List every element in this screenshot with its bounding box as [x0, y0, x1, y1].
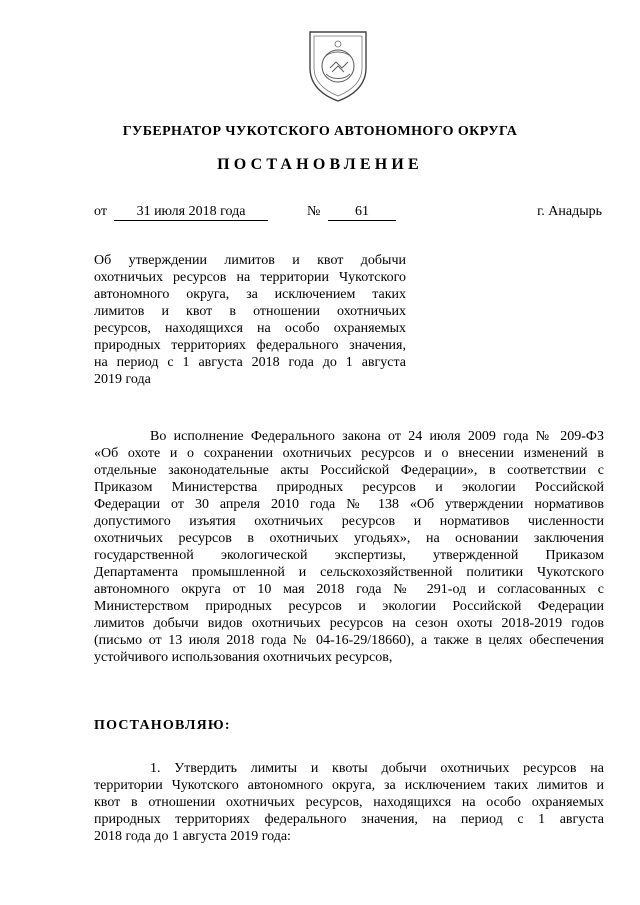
preamble-line: государственной экологической экспертизы, утвержденной Приказом: [94, 548, 604, 563]
preamble-line: Федерации от 30 апреля 2010 года № 138 «Об утверждении нормативов: [94, 497, 604, 512]
preamble-line: «Об охоте и о сохранении охотничьих ресурсов и о внесении изменений в: [94, 446, 604, 461]
document-type-title: ПОСТАНОВЛЕНИЕ: [217, 156, 423, 173]
authority-title: ГУБЕРНАТОР ЧУКОТСКОГО АВТОНОМНОГО ОКРУГА: [122, 124, 518, 139]
preamble-line: Министерством природных ресурсов и экологии Российской Федерации: [94, 599, 604, 614]
clause-line: территории Чукотского автономного округа, за исключением таких лимитов и: [94, 778, 604, 793]
clause-line: природных территориях федерального значения, на период с 1 августа: [94, 812, 604, 827]
subject-line: 2019 года: [94, 372, 151, 387]
preamble-line: (письмо от 13 июля 2018 года № 04-16-29/18660), а также в целях обеспечения: [94, 633, 604, 648]
preamble-line: отдельные законодательные акты Российской Федерации», в соответствии с: [94, 463, 604, 478]
subject-line: охотничьих ресурсов на территории Чукотского: [94, 270, 406, 285]
resolve-heading: ПОСТАНОВЛЯЮ:: [94, 718, 231, 733]
preamble-line: устойчивого использования охотничьих ресурсов,: [94, 650, 393, 665]
clause-1: [94, 760, 604, 845]
document-date: 31 июля 2018 года: [114, 204, 268, 221]
preamble-line: автономного округа от 10 мая 2018 года № 291-од и согласованных с: [94, 582, 604, 597]
preamble-paragraph: [94, 428, 604, 666]
preamble-line: допустимого изъятия охотничьих ресурсов и нормативов численности: [94, 514, 604, 529]
subject-line: Об утверждении лимитов и квот добычи: [94, 253, 406, 268]
subject-line: ресурсов, находящихся на особо охраняемых: [94, 321, 406, 336]
document-subject: [94, 252, 406, 388]
subject-line: на период с 1 августа 2018 года до 1 августа: [94, 355, 406, 370]
number-label: №: [307, 204, 321, 219]
subject-line: природных территориях федерального значения,: [94, 338, 406, 353]
clause-line: 1. Утвердить лимиты и квоты добычи охотничьих ресурсов на: [150, 761, 604, 776]
preamble-line: Приказом Министерства природных ресурсов и экологии Российской: [94, 480, 604, 495]
document-number: 61: [328, 204, 396, 221]
clause-line: 2018 года до 1 августа 2019 года:: [94, 829, 291, 844]
preamble-line: лимитов добычи видов охотничьих ресурсов на сезон охоты 2018-2019 годов: [94, 616, 604, 631]
clause-line: квот в отношении охотничьих ресурсов, находящихся на особо охраняемых: [94, 795, 604, 810]
preamble-line: Департамента промышленной и сельскохозяйственной политики Чукотского: [94, 565, 604, 580]
preamble-line: Во исполнение Федерального закона от 24 июля 2009 года № 209-ФЗ: [150, 429, 604, 444]
document-place: г. Анадырь: [537, 204, 602, 219]
subject-line: лимитов и квот в отношении охотничьих: [94, 304, 406, 319]
date-label: от: [94, 204, 107, 219]
preamble-line: охотничьих ресурсов в охотничьих угодьях», на основании заключения: [94, 531, 604, 546]
coat-of-arms-icon: [306, 28, 370, 104]
subject-line: автономного округа, за исключением таких: [94, 287, 406, 302]
